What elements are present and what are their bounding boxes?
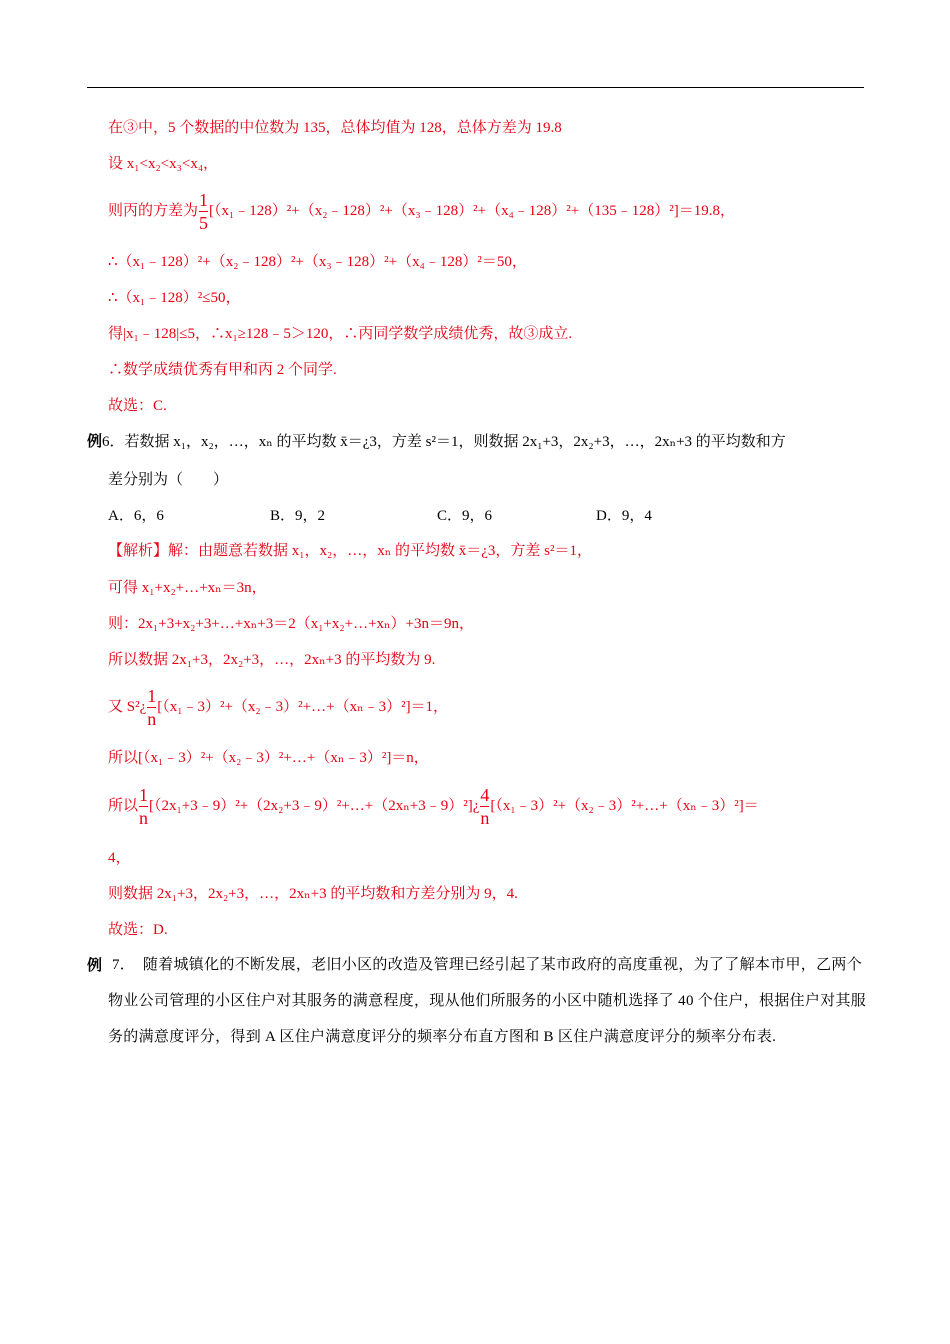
header-rule: [87, 87, 864, 88]
new-variance-rhs: [（x₁﹣3）²+（x₂﹣3）²+…+（xₙ﹣3）²]＝: [490, 797, 759, 814]
example-6-question-line1: [87, 432, 786, 452]
analysis-tag: 【解析】: [108, 543, 169, 559]
fraction-denominator: n: [480, 808, 490, 828]
variance-expression: [（x₁﹣128）²+（x₂﹣128）²+（x₃﹣128）²+（x₄﹣128）²+（135﹣128）²]＝19.8，: [209, 202, 735, 219]
analysis-text: 解：由题意若数据 x₁，x₂，…，xₙ 的平均数 x̄＝¿3，方差 s²＝1，: [168, 543, 592, 559]
fraction-numerator: 4: [480, 785, 490, 805]
choice-b: B．9，2: [270, 508, 326, 524]
example-label: 例: [87, 434, 103, 450]
variance-def-expression: [（x₁﹣3）²+（x₂﹣3）²+…+（xₙ﹣3）²]＝1，: [157, 698, 449, 715]
solution-line-median: 在③中，5 个数据的中位数为 135，总体均值为 128，总体方差为 19.8: [108, 120, 562, 136]
new-variance-prefix: 所以: [108, 797, 139, 814]
solution-line-conclusion: 得|x₁﹣128|≤5，∴x₁≥128﹣5＞120，∴丙同学数学成绩优秀，故③成立.: [108, 326, 573, 342]
analysis-line-2: 可得 x₁+x₂+…+xₙ＝3n，: [108, 580, 267, 596]
fraction-numerator: 1: [139, 785, 149, 805]
fraction-one-over-n: [147, 686, 156, 729]
analysis-line-9: 则数据 2x₁+3，2x₂+3，…，2xₙ+3 的平均数和方差分别为 9，4.: [108, 886, 518, 902]
analysis-line-5: [108, 686, 448, 729]
analysis-answer: 故选：D.: [108, 922, 168, 938]
solution-line-inequality: ∴（x₁﹣128）²≤50，: [108, 290, 241, 306]
analysis-line-1: [108, 541, 592, 561]
analysis-line-7: [108, 785, 759, 828]
example-6-text: 6．若数据 x₁，x₂，…，xₙ 的平均数 x̄＝¿3，方差 s²＝1，则数据 2x₁+3，2x₂+3，…，2xₙ+3 的平均数和方: [102, 434, 786, 450]
choice-c: C．9，6: [437, 508, 493, 524]
analysis-line-3: 则：2x₁+3+x₂+3+…+xₙ+3＝2（x₁+x₂+…+xₙ）+3n＝9n，: [108, 616, 474, 632]
new-variance-expression: [（2x₁+3﹣9）²+（2x₂+3﹣9）²+…+（2xₙ+3﹣9）²]¿: [149, 797, 480, 814]
variance-def-prefix: 又 S²¿: [108, 698, 147, 715]
fraction-one-over-n: [139, 785, 148, 828]
choice-a: A．6，6: [108, 508, 164, 524]
fraction-one-fifth: [199, 190, 208, 233]
solution-line-summary: ∴数学成绩优秀有甲和丙 2 个同学.: [108, 362, 337, 378]
analysis-line-6: 所以[（x₁﹣3）²+（x₂﹣3）²+…+（xₙ﹣3）²]＝n，: [108, 750, 429, 766]
fraction-numerator: 1: [199, 190, 209, 210]
solution-line-variance: [108, 190, 735, 233]
fraction-numerator: 1: [147, 686, 157, 706]
solution-line-order: 设 x₁<x₂<x₃<x₄，: [108, 156, 219, 172]
choice-d: D．9，4: [596, 508, 652, 524]
example-6-question-line2: 差分别为（ ）: [108, 472, 229, 488]
solution-line-answer: 故选：C.: [108, 398, 167, 414]
example-label: 例: [87, 958, 103, 974]
fraction-four-over-n: [480, 785, 489, 828]
fraction-denominator: n: [139, 808, 149, 828]
fraction-denominator: n: [147, 709, 157, 729]
variance-prefix: 则丙的方差为: [108, 202, 199, 219]
fraction-denominator: 5: [199, 213, 209, 233]
solution-line-sum-squares: ∴（x₁﹣128）²+（x₂﹣128）²+（x₃﹣128）²+（x₄﹣128）²＝50，: [108, 254, 527, 270]
analysis-line-8: 4，: [108, 850, 131, 866]
example-7-label-line: [87, 956, 102, 976]
analysis-line-4: 所以数据 2x₁+3，2x₂+3，…，2xₙ+3 的平均数为 9.: [108, 652, 436, 668]
example-7-text: 7． 随着城镇化的不断发展，老旧小区的改造及管理已经引起了某市政府的高度重视，为了了解本市甲，乙两个物业公司管理的小区住户对其服务的满意程度，现从他们所服务的小区中随机选择了 40 个住户，根据住户对其服务的满意度评分，得到 A 区住户满意度评分的频率分布直方图和 B 区住户满意度评分的频率分布表.: [108, 957, 867, 1045]
